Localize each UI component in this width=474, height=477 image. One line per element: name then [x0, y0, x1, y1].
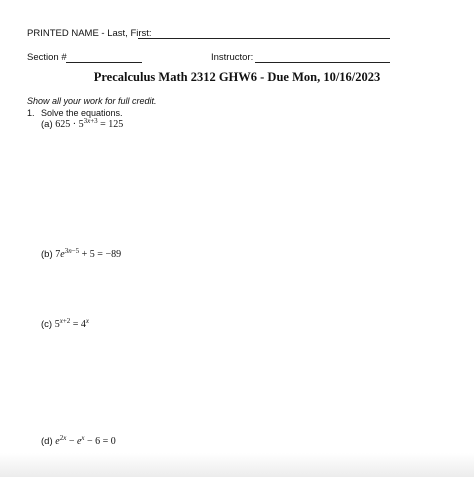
problem-b-equation: $7e^{3n-5} + 5 = -89$ [55, 247, 122, 260]
problem-c-label: (c) [41, 319, 53, 330]
problem-d-equation: $e^{2x} - e^x - 6 = 0$ [55, 434, 116, 447]
printed-name-field[interactable] [138, 38, 390, 39]
instructions-text: Show all your work for full credit. [27, 96, 157, 106]
question-number: 1. [27, 108, 35, 118]
question-text: Solve the equations. [41, 108, 123, 118]
problem-d-label: (d) [41, 436, 53, 447]
instructor-label: Instructor: [211, 52, 254, 63]
problem-a [41, 119, 123, 130]
printed-name-label: PRINTED NAME - Last, First: [27, 28, 152, 39]
section-field[interactable] [66, 62, 142, 63]
page-bottom-shadow [0, 453, 474, 477]
problem-b [41, 249, 121, 260]
problem-c-equation: $5^{x+2} = 4^x$ [54, 317, 90, 330]
page-title: Precalculus Math 2312 GHW6 - Due Mon, 10/16/2023 [93, 70, 381, 84]
problem-a-equation: $625 \cdot 5^{3x+3} = 125$ [55, 117, 124, 130]
problem-b-label: (b) [41, 249, 53, 260]
problem-d [41, 436, 116, 447]
problem-c [41, 319, 89, 330]
problem-a-label: (a) [41, 119, 53, 130]
section-label: Section # [27, 52, 67, 63]
instructor-field[interactable] [255, 62, 390, 63]
